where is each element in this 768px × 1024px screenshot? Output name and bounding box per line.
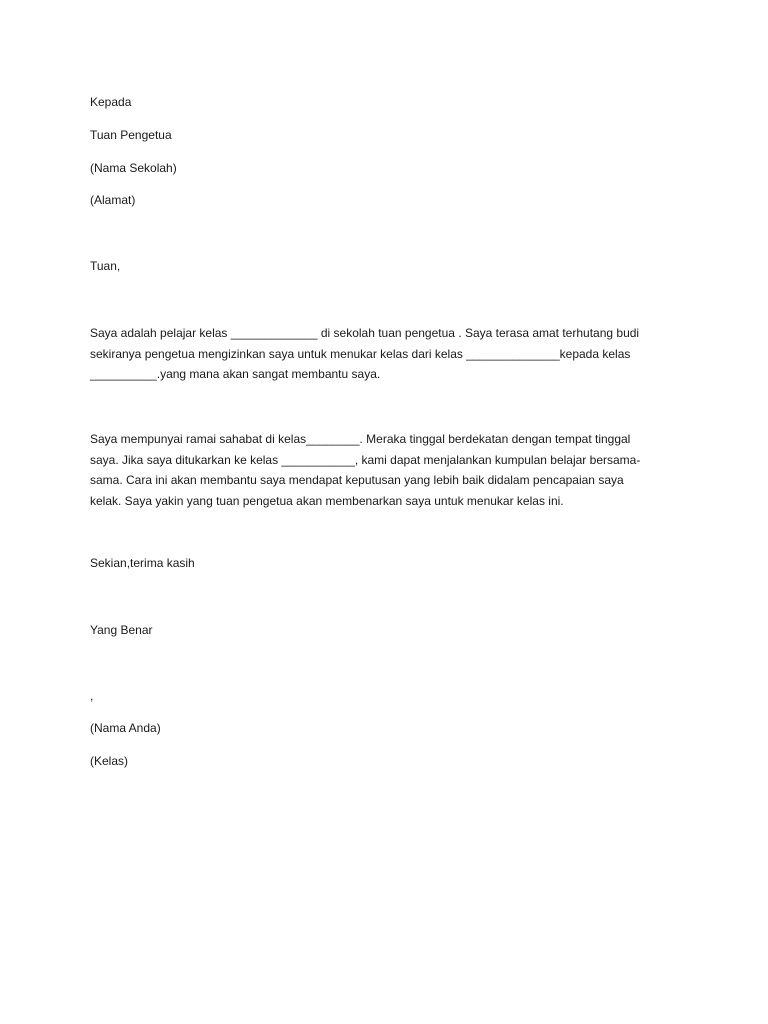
paragraph-line: __________.yang mana akan sangat membantu saya. [90, 367, 381, 381]
recipient-title: Tuan Pengetua [90, 128, 172, 142]
salutation: Tuan, [90, 259, 121, 273]
paragraph-line: Saya adalah pelajar kelas _____________ di sekolah tuan pengetua . Saya terasa amat terhutang budi [90, 326, 640, 340]
body-paragraph-1 [90, 323, 670, 385]
sender-name: (Nama Anda) [90, 721, 161, 735]
paragraph-line: Saya mempunyai ramai sahabat di kelas________. Meraka tinggal berdekatan dengan tempat tinggal [90, 432, 631, 446]
signature-mark: , [90, 689, 94, 703]
recipient-address: (Alamat) [90, 193, 136, 207]
closing: Sekian,terima kasih [90, 556, 195, 570]
paragraph-line: kelak. Saya yakin yang tuan pengetua akan membenarkan saya untuk menukar kelas ini. [90, 493, 564, 508]
paragraph-line: sekiranya pengetua mengizinkan saya untuk menukar kelas dari kelas ______________kepada kelas [90, 346, 631, 361]
paragraph-line: sama. Cara ini akan membantu saya mendapat keputusan yang lebih baik didalam pencapaian saya [90, 473, 624, 487]
recipient-school: (Nama Sekolah) [90, 161, 177, 175]
sender-class: (Kelas) [90, 754, 129, 768]
body-paragraph-2 [90, 429, 670, 511]
recipient-to: Kepada [90, 95, 132, 109]
sign-off: Yang Benar [90, 623, 153, 637]
paragraph-line: saya. Jika saya ditukarkan ke kelas ___________, kami dapat menjalankan kumpulan belajar bersama- [90, 452, 641, 467]
